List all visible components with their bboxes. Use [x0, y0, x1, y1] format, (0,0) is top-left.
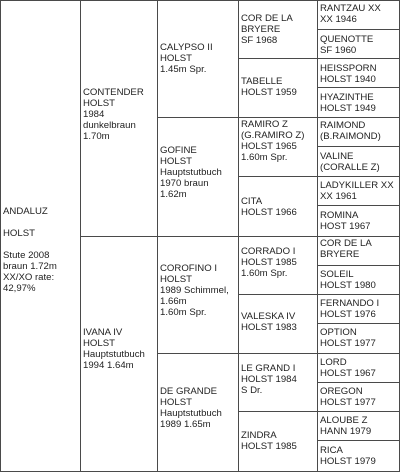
subject-studbook: HOLST [3, 228, 35, 239]
gen4-text-14: ALOUBE Z HANN 1979 [320, 415, 372, 437]
gen3-cell-4 [238, 236, 318, 295]
subject-cell [0, 0, 81, 472]
sire-cell [80, 0, 158, 237]
gen2-cell-1 [157, 117, 239, 237]
gen4-cell-10 [317, 294, 400, 324]
gen4-text-10: FERNANDO I HOLST 1976 [320, 298, 380, 320]
gen3-text-0: COR DE LA BRYERE SF 1968 [241, 13, 293, 46]
gen4-cell-11 [317, 323, 400, 354]
gen4-cell-8 [317, 236, 400, 266]
gen4-cell-1 [317, 29, 400, 59]
gen3-cell-1 [238, 58, 318, 118]
gen4-text-0: RANTZAU XX XX 1946 [320, 3, 381, 25]
gen3-cell-0 [238, 0, 318, 59]
gen4-cell-15 [317, 440, 400, 472]
gen4-text-1: QUENOTTE SF 1960 [320, 34, 374, 56]
gen4-cell-5 [317, 146, 400, 177]
gen4-text-11: OPTION HOLST 1977 [320, 327, 376, 349]
gen4-text-2: HEISSPORN HOLST 1940 [320, 63, 377, 85]
gen4-cell-13 [317, 382, 400, 412]
gen2-text-2: COROFINO I HOLST 1989 Schimmel, 1.66m 1.60m Spr. [160, 263, 229, 318]
dam-cell [80, 236, 158, 472]
gen3-text-3: CITA HOLST 1966 [241, 196, 297, 218]
gen4-cell-7 [317, 205, 400, 237]
gen4-cell-3 [317, 87, 400, 118]
gen2-cell-2 [157, 236, 239, 354]
gen4-text-4: RAIMOND (B.RAIMOND) [320, 120, 381, 142]
gen3-text-4: CORRADO I HOLST 1985 1.60m Spr. [241, 246, 297, 279]
gen3-cell-2 [238, 117, 318, 177]
gen3-text-2: RAMIRO Z (G.RAMIRO Z) HOLST 1965 1.60m Spr. [241, 119, 305, 163]
gen4-text-6: LADYKILLER XX XX 1961 [320, 180, 394, 202]
gen3-text-1: TABELLE HOLST 1959 [241, 76, 297, 98]
gen4-cell-9 [317, 265, 400, 295]
gen2-text-3: DE GRANDE HOLST Hauptstutbuch 1989 1.65m [160, 386, 222, 430]
gen4-text-7: ROMINA HOST 1967 [320, 210, 371, 232]
gen2-text-0: CALYPSO II HOLST 1.45m Spr. [160, 42, 213, 75]
gen4-cell-2 [317, 58, 400, 88]
gen4-text-12: LORD HOLST 1967 [320, 357, 376, 379]
gen3-cell-5 [238, 294, 318, 354]
gen4-cell-12 [317, 353, 400, 383]
gen4-cell-0 [317, 0, 400, 30]
gen4-text-3: HYAZINTHE HOLST 1949 [320, 92, 376, 114]
gen4-cell-4 [317, 117, 400, 147]
gen2-cell-3 [157, 353, 239, 472]
gen4-cell-14 [317, 411, 400, 441]
subject-details: Stute 2008 braun 1.72m XX/XO rate: 42,97% [3, 250, 57, 294]
gen4-text-15: RICA HOLST 1979 [320, 445, 376, 467]
gen4-text-5: VALINE (CORALLE Z) [320, 151, 380, 173]
gen3-text-5: VALESKA IV HOLST 1983 [241, 311, 297, 333]
gen2-cell-0 [157, 0, 239, 118]
gen3-cell-7 [238, 411, 318, 472]
gen2-text-1: GOFINE HOLST Hauptstutbuch 1970 braun 1.62m [160, 145, 222, 200]
gen3-cell-6 [238, 353, 318, 412]
dam-text: IVANA IV HOLST Hauptstutbuch 1994 1.64m [83, 327, 145, 371]
gen3-cell-3 [238, 176, 318, 237]
gen4-text-8: COR DE LA BRYERE [320, 238, 372, 260]
sire-text: CONTENDER HOLST 1984 dunkelbraun 1.70m [83, 87, 144, 142]
gen4-text-13: OREGON HOLST 1977 [320, 386, 376, 408]
gen3-text-7: ZINDRA HOLST 1985 [241, 430, 297, 452]
gen4-text-9: SOLEIL HOLST 1980 [320, 269, 376, 291]
gen3-text-6: LE GRAND I HOLST 1984 S Dr. [241, 363, 297, 396]
gen4-cell-6 [317, 176, 400, 206]
subject-name: ANDALUZ [3, 206, 48, 217]
